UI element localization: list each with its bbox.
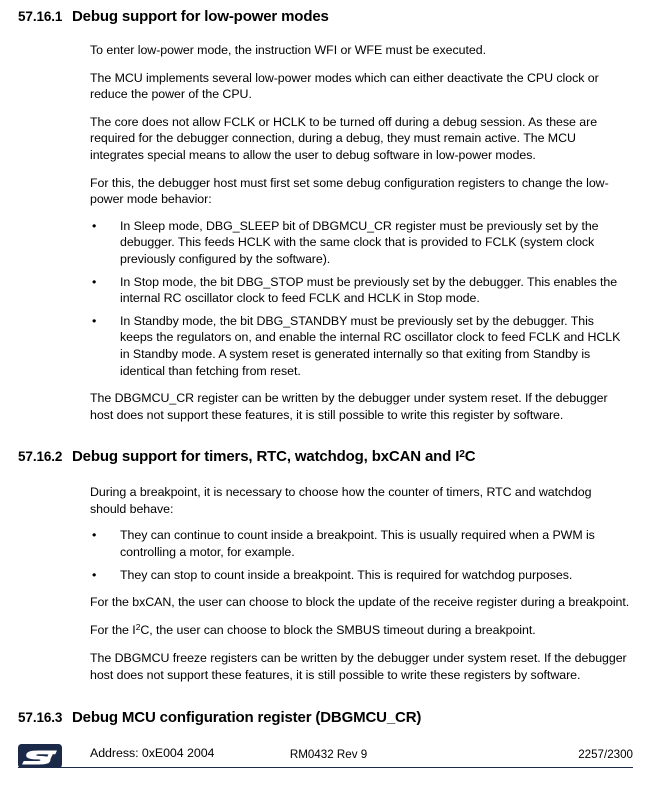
section-heading-57-16-2 bbox=[0, 448, 657, 468]
section-number: 57.16.1 bbox=[18, 9, 63, 24]
list-item bbox=[0, 313, 657, 379]
paragraph bbox=[0, 622, 657, 640]
paragraph: The DBGMCU_CR register can be written by the debugger under system reset. If the debugger host does not support these features, it is still possible to write this register by software. bbox=[90, 391, 608, 422]
bullet-icon: • bbox=[92, 528, 97, 543]
list-item bbox=[0, 218, 657, 268]
paragraph: For this, the debugger host must first set some debug configuration registers to change the low-power mode behavior: bbox=[90, 175, 609, 207]
bullet-icon: • bbox=[92, 274, 97, 289]
paragraph-prefix: For the I bbox=[90, 622, 136, 637]
list-item-text: They can continue to count inside a breakpoint. This is usually required when a PWM is controlling a motor, for example. bbox=[120, 528, 595, 560]
bullet-icon: • bbox=[92, 567, 97, 582]
list-item-text: In Standby mode, the bit DBG_STANDBY must be previously set by the debugger. This keeps the regulators on, and enable the internal RC oscillator clock to feed FCLK and HCLK in Standby mode. A system reset is generated internally so that exiting from Standby is identical than fetching from reset. bbox=[120, 313, 621, 378]
list-item-text: In Sleep mode, DBG_SLEEP bit of DBGMCU_CR register must be previously set by the debugger. This feeds HCLK with the same clock that is provided to FCLK (system clock previously configured by the software). bbox=[120, 218, 599, 266]
list-item bbox=[0, 567, 657, 584]
page-footer bbox=[0, 735, 657, 793]
section-title bbox=[72, 448, 475, 468]
footer-document-id: RM0432 Rev 9 bbox=[289, 748, 368, 761]
paragraph: To enter low-power mode, the instruction WFI or WFE must be executed. bbox=[90, 43, 486, 57]
bullet-icon: • bbox=[92, 313, 97, 328]
section-title-prefix: Debug support for timers, RTC, watchdog, bxCAN and I bbox=[72, 448, 460, 466]
paragraph: The DBGMCU freeze registers can be written by the debugger under system reset. If the debugger host does not support these features, it is still possible to write these registers by software. bbox=[90, 651, 627, 683]
bullet-list bbox=[0, 218, 657, 379]
section-title: Debug MCU configuration register (DBGMCU_CR) bbox=[72, 708, 422, 726]
footer-row bbox=[0, 743, 657, 769]
section-number: 57.16.3 bbox=[18, 709, 63, 725]
paragraph-suffix: C, the user can choose to block the SMBUS timeout during a breakpoint. bbox=[140, 622, 536, 637]
section-heading-57-16-1 bbox=[0, 8, 657, 26]
list-item bbox=[0, 274, 657, 307]
paragraph: For the bxCAN, the user can choose to block the update of the receive register during a breakpoint. bbox=[90, 595, 630, 610]
register-address: Address: 0xE004 2004 bbox=[90, 745, 215, 760]
list-item-text: In Stop mode, the bit DBG_STOP must be previously set by the debugger. This enables the internal RC oscillator clock to feed FCLK and HCLK in Stop mode. bbox=[120, 274, 618, 306]
section-title-suffix: C bbox=[464, 448, 476, 466]
paragraph: The MCU implements several low-power modes which can either deactivate the CPU clock or reduce the power of the CPU. bbox=[90, 70, 599, 102]
section-title: Debug support for low-power modes bbox=[72, 8, 329, 25]
section-number: 57.16.2 bbox=[18, 449, 63, 465]
paragraph: During a breakpoint, it is necessary to choose how the counter of timers, RTC and watchdog should behave: bbox=[90, 485, 592, 516]
list-item bbox=[0, 527, 657, 560]
superscript-two: 2 bbox=[135, 622, 141, 633]
superscript-two: 2 bbox=[459, 449, 465, 460]
footer-divider bbox=[18, 767, 633, 768]
footer-page-number: 2257/2300 bbox=[578, 748, 633, 761]
bullet-list bbox=[0, 527, 657, 583]
paragraph: The core does not allow FCLK or HCLK to be turned off during a debug session. As these are required for the debugger connection, during a debug, they must remain active. The MCU integrates special means to allow the user to debug software in low-power modes. bbox=[90, 114, 598, 162]
section-heading-57-16-3 bbox=[0, 709, 657, 727]
bullet-icon: • bbox=[92, 218, 97, 233]
list-item-text: They can stop to count inside a breakpoint. This is required for watchdog purposes. bbox=[120, 567, 573, 582]
